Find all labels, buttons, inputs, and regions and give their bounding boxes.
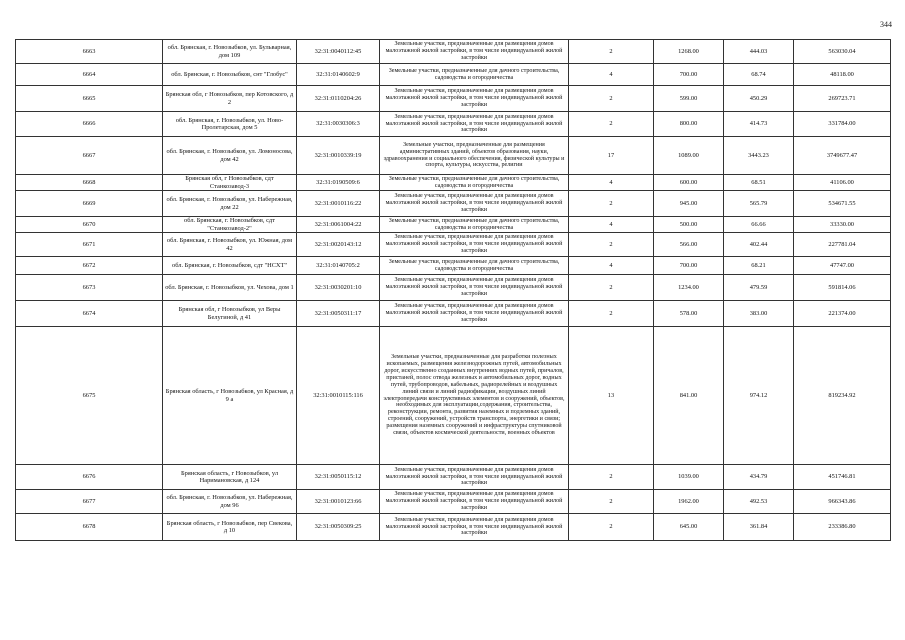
- group-code-cell: 4: [569, 64, 654, 86]
- area-cell: 841.00: [654, 327, 724, 465]
- group-code-cell: 2: [569, 301, 654, 327]
- land-registry-table: [15, 39, 891, 541]
- table-row: [16, 64, 891, 86]
- area-cell: 600.00: [654, 175, 724, 191]
- table-row: [16, 465, 891, 490]
- row-number-cell: 6668: [16, 175, 163, 191]
- group-code-cell: 4: [569, 175, 654, 191]
- row-number-cell: 6675: [16, 327, 163, 465]
- cadastral-number-cell: 32:31:0190509:6: [297, 175, 380, 191]
- cadastral-number-cell: 32:31:0030201:10: [297, 275, 380, 301]
- address-cell: обл. Брянская, г. Новозыбков, ул. Южная, дом 42: [163, 233, 297, 257]
- specific-value-cell: 402.44: [724, 233, 794, 257]
- area-cell: 500.00: [654, 217, 724, 233]
- row-number-cell: 6667: [16, 137, 163, 175]
- land-use-cell: Земельные участки, предназначенные для дачного строительства, садоводства и огородничества: [380, 64, 569, 86]
- cadastral-value-cell: 331784.00: [794, 112, 891, 137]
- row-number-cell: 6673: [16, 275, 163, 301]
- address-cell: обл. Брянская, г. Новозыбков, ул. Набережная, дом 96: [163, 490, 297, 514]
- specific-value-cell: 3443.23: [724, 137, 794, 175]
- land-use-cell: Земельные участки, предназначенные для размещения домов малоэтажной жилой застройки, в том числе индивидуальной жилой застройки: [380, 275, 569, 301]
- address-cell: обл. Брянская, г. Новозыбков, сдт "НСХТ": [163, 257, 297, 275]
- group-code-cell: 2: [569, 233, 654, 257]
- cadastral-value-cell: 3749677.47: [794, 137, 891, 175]
- row-number-cell: 6669: [16, 191, 163, 217]
- group-code-cell: 2: [569, 490, 654, 514]
- area-cell: 599.00: [654, 86, 724, 112]
- cadastral-number-cell: 32:31:0050311:17: [297, 301, 380, 327]
- table-row: [16, 514, 891, 541]
- area-cell: 700.00: [654, 257, 724, 275]
- area-cell: 1962.00: [654, 490, 724, 514]
- row-number-cell: 6665: [16, 86, 163, 112]
- group-code-cell: 2: [569, 86, 654, 112]
- row-number-cell: 6674: [16, 301, 163, 327]
- specific-value-cell: 66.66: [724, 217, 794, 233]
- row-number-cell: 6671: [16, 233, 163, 257]
- specific-value-cell: 444.03: [724, 40, 794, 64]
- cadastral-value-cell: 41106.00: [794, 175, 891, 191]
- land-use-cell: Земельные участки, предназначенные для дачного строительства, садоводства и огородничества: [380, 175, 569, 191]
- cadastral-number-cell: 32:31:0040112:45: [297, 40, 380, 64]
- table-row: [16, 327, 891, 465]
- cadastral-value-cell: 966343.86: [794, 490, 891, 514]
- cadastral-value-cell: 451746.81: [794, 465, 891, 490]
- area-cell: 1039.00: [654, 465, 724, 490]
- group-code-cell: 2: [569, 275, 654, 301]
- address-cell: обл. Брянская, г. Новозыбков, сдт "Станкозавод-2": [163, 217, 297, 233]
- table-row: [16, 112, 891, 137]
- land-use-cell: Земельные участки, предназначенные для размещения домов малоэтажной жилой застройки, в том числе индивидуальной жилой застройки: [380, 40, 569, 64]
- table-row: [16, 257, 891, 275]
- area-cell: 1089.00: [654, 137, 724, 175]
- cadastral-number-cell: 32:31:0061004:22: [297, 217, 380, 233]
- table-row: [16, 86, 891, 112]
- row-number-cell: 6672: [16, 257, 163, 275]
- table-row: [16, 301, 891, 327]
- cadastral-number-cell: 32:31:0030306:3: [297, 112, 380, 137]
- cadastral-value-cell: 227781.04: [794, 233, 891, 257]
- land-use-cell: Земельные участки, предназначенные для размещения домов малоэтажной жилой застройки, в том числе индивидуальной жилой застройки: [380, 86, 569, 112]
- address-cell: обл. Брянская, г. Новозыбков, ул. Чехова, дом 1: [163, 275, 297, 301]
- cadastral-number-cell: 32:31:0020143:12: [297, 233, 380, 257]
- cadastral-number-cell: 32:31:0050309:25: [297, 514, 380, 541]
- cadastral-number-cell: 32:31:0010123:66: [297, 490, 380, 514]
- specific-value-cell: 68.51: [724, 175, 794, 191]
- table-row: [16, 233, 891, 257]
- specific-value-cell: 68.74: [724, 64, 794, 86]
- area-cell: 945.00: [654, 191, 724, 217]
- table-row: [16, 137, 891, 175]
- land-use-cell: Земельные участки, предназначенные для размещения домов малоэтажной жилой застройки, в том числе индивидуальной жилой застройки: [380, 233, 569, 257]
- cadastral-number-cell: 32:31:0140602:9: [297, 64, 380, 86]
- table-row: [16, 191, 891, 217]
- area-cell: 578.00: [654, 301, 724, 327]
- address-cell: обл. Брянская, г. Новозыбков, ул. Ново-Пролетарская, дом 5: [163, 112, 297, 137]
- table-row: [16, 490, 891, 514]
- address-cell: обл. Брянская, г. Новозыбков, ул. Набережная, дом 22: [163, 191, 297, 217]
- group-code-cell: 4: [569, 217, 654, 233]
- specific-value-cell: 383.00: [724, 301, 794, 327]
- table-row: [16, 275, 891, 301]
- specific-value-cell: 361.84: [724, 514, 794, 541]
- row-number-cell: 6663: [16, 40, 163, 64]
- table-row: [16, 217, 891, 233]
- group-code-cell: 2: [569, 465, 654, 490]
- row-number-cell: 6670: [16, 217, 163, 233]
- area-cell: 566.00: [654, 233, 724, 257]
- area-cell: 1268.00: [654, 40, 724, 64]
- land-use-cell: Земельные участки, предназначенные для размещения домов малоэтажной жилой застройки, в том числе индивидуальной жилой застройки: [380, 514, 569, 541]
- cadastral-number-cell: 32:31:0050115:12: [297, 465, 380, 490]
- address-cell: Брянская область, г Новозыбков, ул Наримановская, д 124: [163, 465, 297, 490]
- specific-value-cell: 414.73: [724, 112, 794, 137]
- area-cell: 645.00: [654, 514, 724, 541]
- land-use-cell: Земельные участки, предназначенные для размещения административных зданий, объектов образования, науки, здравоохранения и социального обеспечения, физической культуры и спорта, культуры, искусства, религии: [380, 137, 569, 175]
- area-cell: 700.00: [654, 64, 724, 86]
- cadastral-value-cell: 48118.00: [794, 64, 891, 86]
- address-cell: Брянская область, г Новозыбков, ул Красная, д 9 а: [163, 327, 297, 465]
- cadastral-value-cell: 47747.00: [794, 257, 891, 275]
- cadastral-value-cell: 269723.71: [794, 86, 891, 112]
- land-use-cell: Земельные участки, предназначенные для дачного строительства, садоводства и огородничества: [380, 217, 569, 233]
- cadastral-number-cell: 32:31:0010115:116: [297, 327, 380, 465]
- address-cell: обл. Брянская, г. Новозыбков, снт "Глобус": [163, 64, 297, 86]
- cadastral-number-cell: 32:31:0010116:22: [297, 191, 380, 217]
- specific-value-cell: 434.79: [724, 465, 794, 490]
- cadastral-number-cell: 32:31:0110204:26: [297, 86, 380, 112]
- specific-value-cell: 68.21: [724, 257, 794, 275]
- land-use-cell: Земельные участки, предназначенные для размещения домов малоэтажной жилой застройки, в том числе индивидуальной жилой застройки: [380, 112, 569, 137]
- row-number-cell: 6676: [16, 465, 163, 490]
- cadastral-value-cell: 221374.00: [794, 301, 891, 327]
- row-number-cell: 6678: [16, 514, 163, 541]
- cadastral-number-cell: 32:31:0010339:19: [297, 137, 380, 175]
- address-cell: обл. Брянская, г. Новозыбков, ул. Ломоносова, дом 42: [163, 137, 297, 175]
- group-code-cell: 4: [569, 257, 654, 275]
- address-cell: Брянская область, г Новозыбков, пер Свекова, д 10: [163, 514, 297, 541]
- row-number-cell: 6664: [16, 64, 163, 86]
- cadastral-value-cell: 591814.06: [794, 275, 891, 301]
- group-code-cell: 2: [569, 40, 654, 64]
- land-use-cell: Земельные участки, предназначенные для разработки полезных ископаемых, размещения железнодорожных путей, автомобильных дорог, искусственно созданных внутренних водных путей, причалов, пристаней, полос отвода железных и автомобильных дорог, водных путей, трубопроводов, кабельных, радиорелейных и воздушных линий связи и линий радиофикации, воздушных линий электропередачи конструктивных элементов и сооружений, объектов, необходимых для эксплуатации,содержания, строительства, реконструкции, ремонта, развития наземных и подземных зданий, строений, сооружений, устройств транспорта, энергетики и связи; размещения наземных сооружений и инфраструктуры спутниковой связи, объектов космической деятельности, военных объектов: [380, 327, 569, 465]
- area-cell: 1234.00: [654, 275, 724, 301]
- page-number: 344: [880, 20, 892, 29]
- row-number-cell: 6677: [16, 490, 163, 514]
- area-cell: 800.00: [654, 112, 724, 137]
- land-use-cell: Земельные участки, предназначенные для размещения домов малоэтажной жилой застройки, в том числе индивидуальной жилой застройки: [380, 301, 569, 327]
- group-code-cell: 13: [569, 327, 654, 465]
- group-code-cell: 2: [569, 112, 654, 137]
- group-code-cell: 2: [569, 514, 654, 541]
- cadastral-value-cell: 233386.80: [794, 514, 891, 541]
- cadastral-value-cell: 819234.92: [794, 327, 891, 465]
- specific-value-cell: 492.53: [724, 490, 794, 514]
- cadastral-value-cell: 33330.00: [794, 217, 891, 233]
- land-use-cell: Земельные участки, предназначенные для размещения домов малоэтажной жилой застройки, в том числе индивидуальной жилой застройки: [380, 490, 569, 514]
- cadastral-value-cell: 534671.55: [794, 191, 891, 217]
- specific-value-cell: 450.29: [724, 86, 794, 112]
- address-cell: Брянская обл, г Новозыбков, пер Котовского, д 2: [163, 86, 297, 112]
- group-code-cell: 2: [569, 191, 654, 217]
- specific-value-cell: 974.12: [724, 327, 794, 465]
- specific-value-cell: 565.79: [724, 191, 794, 217]
- land-use-cell: Земельные участки, предназначенные для размещения домов малоэтажной жилой застройки, в том числе индивидуальной жилой застройки: [380, 191, 569, 217]
- table-row: [16, 175, 891, 191]
- group-code-cell: 17: [569, 137, 654, 175]
- address-cell: Брянская обл, г Новозыбков, ул Веры Белугиной, д 41: [163, 301, 297, 327]
- table-body: [16, 40, 891, 541]
- specific-value-cell: 479.59: [724, 275, 794, 301]
- row-number-cell: 6666: [16, 112, 163, 137]
- cadastral-number-cell: 32:31:0140705:2: [297, 257, 380, 275]
- land-use-cell: Земельные участки, предназначенные для размещения домов малоэтажной жилой застройки, в том числе индивидуальной жилой застройки: [380, 465, 569, 490]
- address-cell: Брянская обл, г Новозыбков, сдт Станкозавод-3: [163, 175, 297, 191]
- table-row: [16, 40, 891, 64]
- land-use-cell: Земельные участки, предназначенные для дачного строительства, садоводства и огородничества: [380, 257, 569, 275]
- address-cell: обл. Брянская, г. Новозыбков, ул. Бульварная, дом 109: [163, 40, 297, 64]
- cadastral-value-cell: 563030.04: [794, 40, 891, 64]
